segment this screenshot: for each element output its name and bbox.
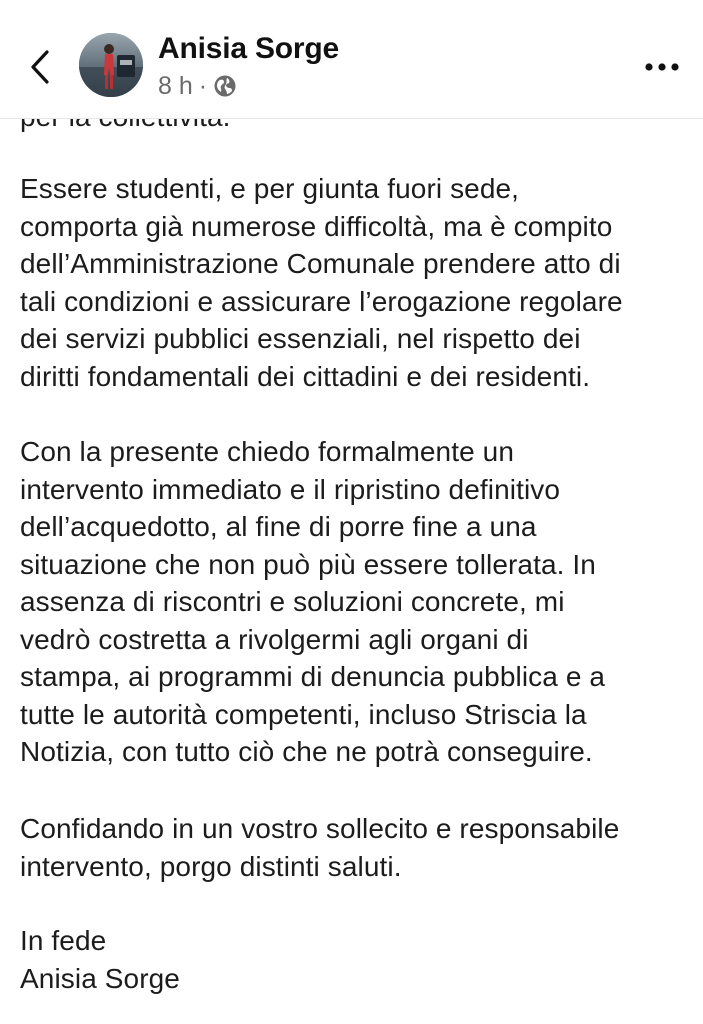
text-line: intervento immediato e il ripristino definitivo <box>20 473 561 505</box>
text-line: Notizia, con tutto ciò che ne potrà conseguire. <box>20 736 593 767</box>
text-line: Confidando in un vostro sollecito e responsabile <box>20 813 620 844</box>
paragraph-3 <box>20 810 690 885</box>
text-line: diritti fondamentali dei cittadini e dei residenti. <box>20 360 591 392</box>
text-line: Anisia Sorge <box>20 962 180 994</box>
chevron-left-icon <box>29 49 51 85</box>
more-horizontal-icon <box>644 62 680 72</box>
text-line: assenza di riscontri e soluzioni concrete, mi <box>20 586 565 617</box>
post-body <box>20 0 690 1024</box>
text-line: Essere studenti, e per giunta fuori sede, <box>20 173 520 204</box>
profile-photo <box>79 33 143 97</box>
text-line: intervento, porgo distinti saluti. <box>20 850 402 882</box>
more-options-button[interactable] <box>640 50 684 84</box>
text-line: vedrò costretta a rivolgermi agli organi di <box>20 623 529 655</box>
text-line: situazione che non può più essere tollerata. In <box>20 548 596 580</box>
author-name[interactable]: Anisia Sorge <box>158 32 339 65</box>
text-line: In fede <box>20 925 107 956</box>
text-line: tutte le autorità competenti, incluso Striscia la <box>20 698 587 730</box>
avatar[interactable] <box>79 33 143 97</box>
text-line: dei servizi pubblici essenziali, nel rispetto dei <box>20 323 581 354</box>
paragraph-2 <box>20 433 690 771</box>
back-button[interactable] <box>22 42 58 92</box>
post-meta <box>158 71 237 101</box>
post-header <box>0 0 703 119</box>
paragraph-1 <box>20 170 690 395</box>
text-line: comporta già numerose difficoltà, ma è compito <box>20 210 613 242</box>
text-line: dell’Amministrazione Comunale prendere atto di <box>20 248 621 279</box>
globe-icon[interactable] <box>213 74 237 98</box>
signature <box>20 922 690 997</box>
text-line: dell’acquedotto, al fine di porre fine a una <box>20 511 537 542</box>
meta-separator: · <box>198 71 208 100</box>
timestamp[interactable]: 8 h <box>158 71 193 100</box>
text-line: stampa, ai programmi di denuncia pubblica e a <box>20 661 606 692</box>
text-line: Con la presente chiedo formalmente un <box>20 436 514 467</box>
text-line: tali condizioni e assicurare l’erogazione regolare <box>20 285 623 317</box>
